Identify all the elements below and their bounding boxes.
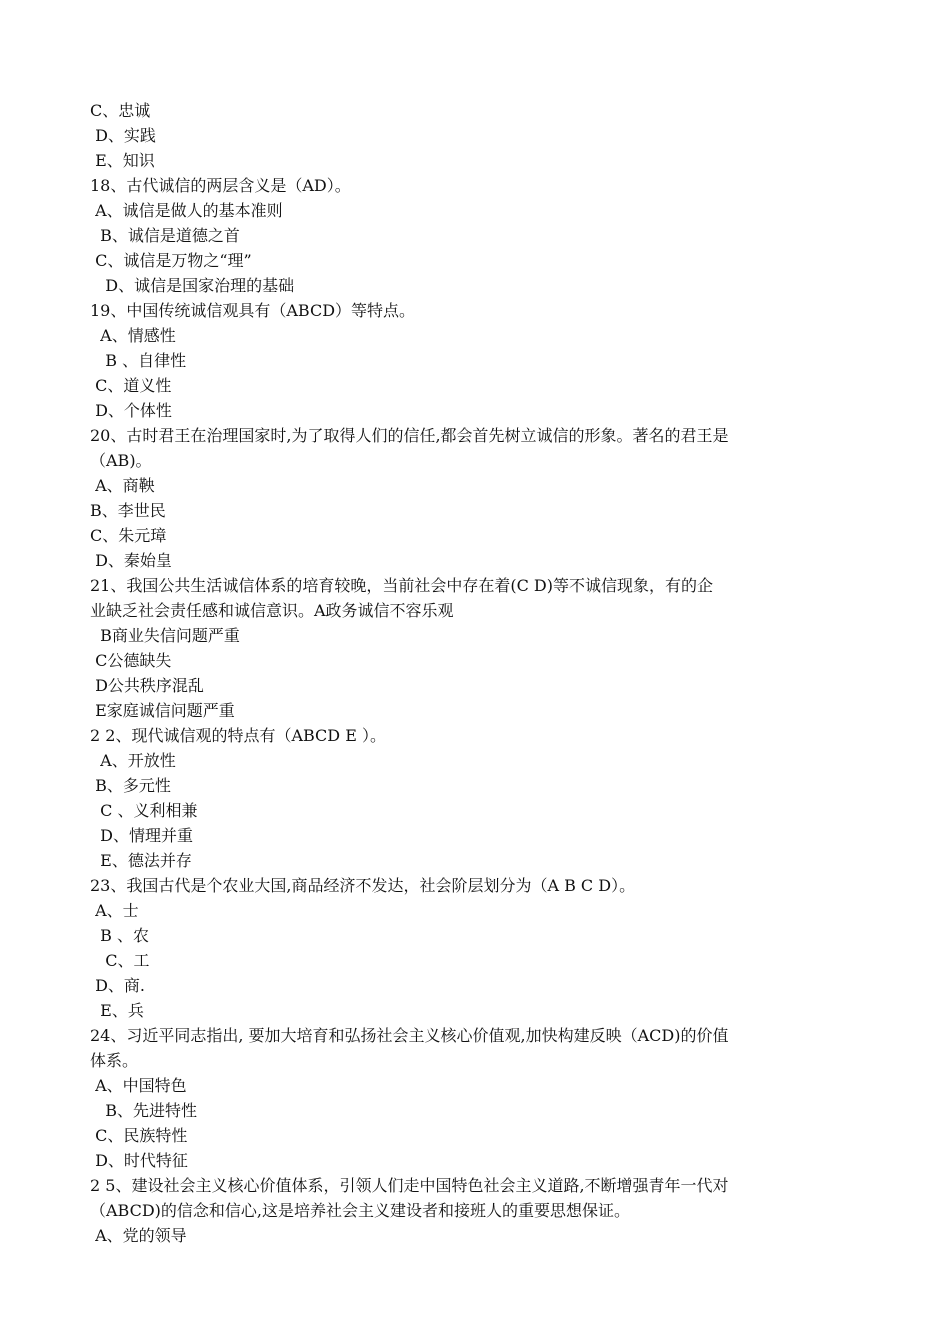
- question-continuation: （ABCD)的信念和信心,这是培养社会主义建设者和接班人的重要思想保证。: [90, 1201, 631, 1220]
- option-line: D、实践: [90, 126, 156, 145]
- option-line: C、道义性: [90, 376, 172, 395]
- option-line: C公德缺失: [90, 651, 172, 670]
- option-line: C 、义利相兼: [90, 801, 198, 820]
- option-line: B、多元性: [90, 776, 171, 795]
- option-line: D、诚信是国家治理的基础: [90, 276, 295, 295]
- option-line: E、兵: [90, 1001, 144, 1020]
- option-line: B、李世民: [90, 501, 166, 520]
- option-line: E家庭诚信问题严重: [90, 701, 235, 720]
- option-line: D、商.: [90, 976, 146, 995]
- option-line: B商业失信问题严重: [90, 626, 240, 645]
- option-line: A、情感性: [90, 326, 176, 345]
- question-continuation: （AB)。: [90, 451, 152, 470]
- question-line: 20、古时君王在治理国家时,为了取得人们的信任,都会首先树立诚信的形象。著名的君王是: [90, 426, 729, 445]
- option-line: D、时代特征: [90, 1151, 188, 1170]
- question-continuation: 体系。: [90, 1051, 139, 1070]
- option-line: A、士: [90, 901, 139, 920]
- option-line: B 、农: [90, 926, 150, 945]
- option-line: C、工: [90, 951, 150, 970]
- option-line: E、知识: [90, 151, 155, 170]
- option-line: D、秦始皇: [90, 551, 172, 570]
- option-line: B、先进特性: [90, 1101, 198, 1120]
- question-line: 19、中国传统诚信观具有（ABCD）等特点。: [90, 301, 416, 320]
- question-line: 2 5、建设社会主义核心价值体系，引领人们走中国特色社会主义道路,不断增强青年一代对: [90, 1176, 729, 1195]
- question-line: 21、我国公共生活诚信体系的培育较晚，当前社会中存在着(C D)等不诚信现象，有的企: [90, 576, 714, 595]
- option-line: D公共秩序混乱: [90, 676, 204, 695]
- option-line: A、诚信是做人的基本准则: [90, 201, 283, 220]
- option-line: D、个体性: [90, 401, 172, 420]
- option-line: A、中国特色: [90, 1076, 187, 1095]
- question-line: 23、我国古代是个农业大国,商品经济不发达，社会阶层划分为（A B C D）。: [90, 876, 636, 895]
- question-line: 24、习近平同志指出, 要加大培育和弘扬社会主义核心价值观,加快构建反映（ACD)的价值: [90, 1026, 729, 1045]
- option-line: B 、自律性: [90, 351, 187, 370]
- option-line: C、民族特性: [90, 1126, 188, 1145]
- question-continuation: 业缺乏社会责任感和诚信意识。A政务诚信不容乐观: [90, 601, 454, 620]
- question-line: 2 2、现代诚信观的特点有（ABCD E ）。: [90, 726, 386, 745]
- option-line: C、忠诚: [90, 101, 151, 120]
- option-line: A、党的领导: [90, 1226, 187, 1245]
- option-line: E、德法并存: [90, 851, 192, 870]
- option-line: D、情理并重: [90, 826, 194, 845]
- option-line: C、朱元璋: [90, 526, 167, 545]
- option-line: C、诚信是万物之“理”: [90, 251, 252, 270]
- option-line: A、商鞅: [90, 476, 155, 495]
- option-line: B、诚信是道德之首: [90, 226, 240, 245]
- option-line: A、开放性: [90, 751, 176, 770]
- question-line: 18、古代诚信的两层含义是（AD）。: [90, 176, 351, 195]
